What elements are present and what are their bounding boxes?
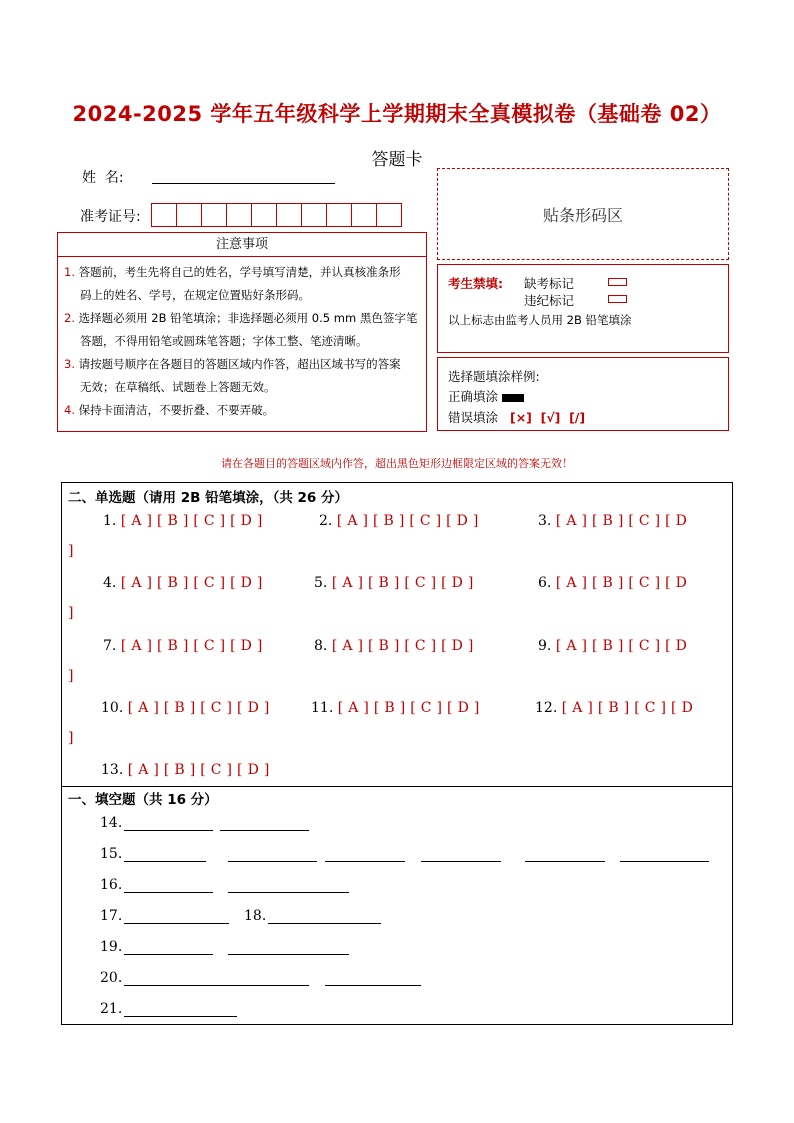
answer-options[interactable]: [ A ] [ B ] [ C ] [ D	[555, 575, 688, 591]
id-digit-box[interactable]	[326, 203, 352, 227]
question-number: 19.	[100, 939, 123, 955]
question-number: 16.	[100, 877, 123, 893]
answer-options[interactable]: [ A ] [ B ] [ C ] [ D ]	[120, 638, 263, 654]
violation-mark-box[interactable]	[608, 295, 627, 303]
answer-blank[interactable]	[325, 985, 421, 986]
notice-item: 2. 选择题必须用 2B 铅笔填涂；非选择题必须用 0.5 mm 黑色签字笔	[64, 311, 418, 325]
exam-id-label: 准考证号:	[80, 209, 141, 225]
fill-sample-box	[437, 357, 729, 431]
answer-blank[interactable]	[124, 985, 309, 986]
id-digit-box[interactable]	[251, 203, 277, 227]
notice-item: 4. 保持卡面清洁，不要折叠、不要弄破。	[64, 403, 275, 417]
answer-options[interactable]: [ A ] [ B ] [ C ] [ D ]	[120, 513, 263, 529]
id-digit-box[interactable]	[376, 203, 402, 227]
question-row: 7. [ A ] [ B ] [ C ] [ D ]	[103, 638, 263, 654]
question-number: 18.	[244, 908, 267, 924]
answer-blank[interactable]	[124, 830, 213, 831]
answer-section-box	[61, 482, 733, 1025]
wrapped-bracket: ]	[68, 668, 74, 684]
question-row: 8. [ A ] [ B ] [ C ] [ D ]	[314, 638, 474, 654]
answer-options[interactable]: [ A ] [ B ] [ C ] [ D ]	[120, 575, 263, 591]
id-digit-box[interactable]	[301, 203, 327, 227]
answer-options[interactable]: [ A ] [ B ] [ C ] [ D	[555, 513, 688, 529]
exam-title: 2024-2025 学年五年级科学上学期期末全真模拟卷（基础卷 02）	[72, 102, 722, 126]
answer-options[interactable]: [ A ] [ B ] [ C ] [ D ]	[337, 700, 480, 716]
question-row: 11. [ A ] [ B ] [ C ] [ D ]	[311, 700, 480, 716]
answer-area-warning: 请在各题目的答题区域内作答，超出黑色矩形边框限定区域的答案无效！	[221, 457, 573, 470]
notice-item-cont: 码上的姓名、学号，在规定位置贴好条形码。	[80, 288, 310, 302]
question-number: 21.	[100, 1001, 123, 1017]
question-row: 5. [ A ] [ B ] [ C ] [ D ]	[314, 575, 474, 591]
id-digit-box[interactable]	[151, 203, 177, 227]
wrong-fill-label: 错误填涂 [×] [√] [/]	[448, 410, 586, 425]
prohibit-label: 考生禁填:	[448, 276, 503, 291]
question-row: 13. [ A ] [ B ] [ C ] [ D ]	[101, 762, 270, 778]
id-digit-box[interactable]	[276, 203, 302, 227]
question-row: 9. [ A ] [ B ] [ C ] [ D	[538, 638, 688, 654]
fill-blank-title: 一、填空题（共 16 分）	[68, 792, 218, 808]
answer-blank[interactable]	[124, 923, 229, 924]
notice-item: 3. 请按题号顺序在各题目的答题区域内作答，超出区域书写的答案	[64, 357, 401, 371]
answer-blank[interactable]	[228, 954, 349, 955]
section-divider	[61, 786, 733, 787]
question-number: 20.	[100, 970, 123, 986]
question-row: 2. [ A ] [ B ] [ C ] [ D ]	[319, 513, 479, 529]
question-row: 1. [ A ] [ B ] [ C ] [ D ]	[103, 513, 263, 529]
id-digit-box[interactable]	[226, 203, 252, 227]
violation-label: 违纪标记	[524, 293, 575, 308]
notice-item: 1. 答题前，考生先将自己的姓名，学号填写清楚，并认真核准条形	[64, 265, 401, 279]
barcode-area	[437, 168, 729, 260]
notice-box	[57, 232, 427, 432]
answer-options[interactable]: [ A ] [ B ] [ C ] [ D ]	[127, 700, 270, 716]
answer-options[interactable]: [ A ] [ B ] [ C ] [ D ]	[127, 762, 270, 778]
exam-id-boxes	[151, 203, 401, 227]
id-digit-box[interactable]	[201, 203, 227, 227]
answer-options[interactable]: [ A ] [ B ] [ C ] [ D ]	[331, 638, 474, 654]
wrapped-bracket: ]	[68, 543, 74, 559]
barcode-label: 贴条形码区	[542, 205, 623, 225]
answer-blank[interactable]	[620, 861, 709, 862]
id-digit-box[interactable]	[351, 203, 377, 227]
answer-blank[interactable]	[124, 1016, 237, 1017]
question-row: 6. [ A ] [ B ] [ C ] [ D	[538, 575, 688, 591]
question-row: 3. [ A ] [ B ] [ C ] [ D	[538, 513, 688, 529]
answer-blank[interactable]	[421, 861, 501, 862]
proctor-only-box	[437, 264, 729, 353]
question-number: 15.	[100, 846, 123, 862]
answer-blank[interactable]	[268, 923, 381, 924]
answer-blank[interactable]	[124, 861, 206, 862]
answer-blank[interactable]	[228, 892, 349, 893]
answer-blank[interactable]	[228, 861, 317, 862]
answer-options[interactable]: [ A ] [ B ] [ C ] [ D	[555, 638, 688, 654]
question-row: 10. [ A ] [ B ] [ C ] [ D ]	[101, 700, 270, 716]
name-label: 姓 名:	[82, 170, 124, 186]
wrapped-bracket: ]	[68, 605, 74, 621]
wrapped-bracket: ]	[68, 730, 74, 746]
notice-item-cont: 无效；在草稿纸、试题卷上答题无效。	[80, 380, 276, 394]
id-digit-box[interactable]	[176, 203, 202, 227]
answer-options[interactable]: [ A ] [ B ] [ C ] [ D ]	[331, 575, 474, 591]
answer-blank[interactable]	[124, 954, 213, 955]
answer-sheet-subtitle: 答题卡	[371, 150, 423, 170]
question-number: 14.	[100, 815, 123, 831]
answer-options[interactable]: [ A ] [ B ] [ C ] [ D	[561, 700, 694, 716]
answer-blank[interactable]	[325, 861, 405, 862]
correct-fill-label: 正确填涂	[448, 387, 524, 405]
question-number: 17.	[100, 908, 123, 924]
answer-blank[interactable]	[220, 830, 309, 831]
sample-title: 选择题填涂样例:	[448, 369, 540, 384]
notice-title: 注意事项	[58, 233, 426, 257]
answer-blank[interactable]	[124, 892, 213, 893]
question-row: 4. [ A ] [ B ] [ C ] [ D ]	[103, 575, 263, 591]
filled-mark-sample	[502, 394, 524, 402]
name-field[interactable]	[152, 183, 335, 184]
question-row: 12. [ A ] [ B ] [ C ] [ D	[535, 700, 694, 716]
single-choice-title: 二、单选题（请用 2B 铅笔填涂，（共 26 分）	[68, 490, 349, 506]
answer-blank[interactable]	[525, 861, 605, 862]
absent-mark-box[interactable]	[608, 278, 627, 286]
absent-label: 缺考标记	[524, 276, 575, 291]
notice-item-cont: 答题，不得用铅笔或圆珠笔答题；字体工整、笔迹清晰。	[80, 334, 368, 348]
answer-options[interactable]: [ A ] [ B ] [ C ] [ D ]	[336, 513, 479, 529]
prohibit-note: 以上标志由监考人员用 2B 铅笔填涂	[448, 313, 632, 327]
